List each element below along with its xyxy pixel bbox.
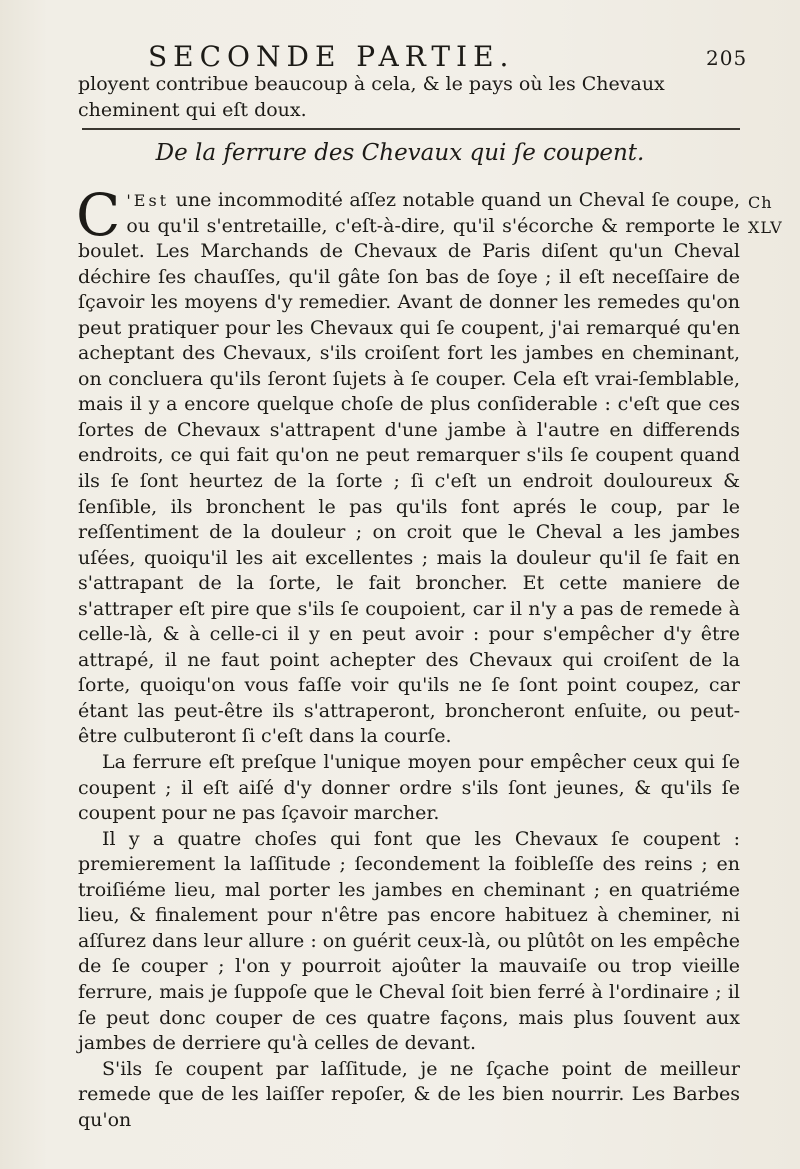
- paragraph-1-text: une incommodité aſſez notable quand un Cheval ſe coupe, ou qu'il s'entretaille, c'eſt-à-dire, qu'il s'écorche & remporte le boulet. Les Marchands de Chevaux de Paris diſent qu'un Cheval déchire ſes chauſſes, qu'il gâte ſon bas de ſoye ; il eſt neceſſaire de ſçavoir les moyens d'y remedier. Avant de donner les remedes qu'on peut pratiquer pour les Chevaux qui ſe coupent, j'ai remarqué qu'en acheptant des Chevaux, s'ils croiſent fort les jambes en cheminant, on concluera qu'ils ſeront ſujets à ſe couper. Cela eſt vrai-ſemblable, mais il y a encore quelque choſe de plus conſiderable : c'eſt que ces ſortes de Chevaux s'attrapent d'une jambe à l'autre en differends endroits, ce qui fait qu'on ne peut remarquer s'ils ſe coupent quand ils ſe ſont heurtez de la ſorte ; ſi c'eſt un endroit douloureux & ſenſible, ils bronchent le pas qu'ils font aprés le coup, par le reſſentiment de la douleur ; on croit que le Cheval a les jambes uſées, quoiqu'il les ait excellentes ; mais la douleur qu'il ſe fait en s'attrapant de la ſorte, le fait broncher. Et cette maniere de s'attraper eſt pire que s'ils ſe coupoient, car il n'y a pas de remede à celle-là, & à celle-ci il y en peut avoir : pour s'empêcher d'y être attrapé, il ne faut point achepter des Chevaux qui croiſent de la ſorte, quoiqu'on vous faſſe voir qu'ils ne ſe ſont point coupez, car étant las peut-être ils s'attraperont, broncheront enſuite, ou peut-être culbuteront ſi c'eſt dans la courſe.: [78, 189, 740, 748]
- margin-note-line-1: Ch: [748, 193, 773, 212]
- margin-note-line-2: XLV: [748, 218, 783, 237]
- margin-chapter-note: [748, 190, 798, 240]
- running-head-title: SECONDE PARTIE.: [148, 40, 515, 73]
- section-title: De la ferrure des Chevaux qui ſe coupent.: [155, 140, 645, 166]
- paragraph-2: La ferrure eſt preſque l'unique moyen pour empêcher ceux qui ſe coupent ; il eſt aiſé d'y donner ordre s'ils ſont jeunes, & qu'ils ſe coupent pour ne pas ſçavoir marcher.: [78, 751, 740, 825]
- continued-text: ployent contribue beaucoup à cela, & le pays où les Chevaux cheminent qui eſt doux.: [78, 73, 665, 121]
- paragraph-3: Il y a quatre choſes qui font que les Chevaux ſe coupent : premierement la laſſitude ; ſecondement la foibleſſe des reins ; en troiſiéme lieu, mal porter les jambes en cheminant ; en quatriéme lieu, & finalement pour n'être pas encore habituez à cheminer, ni aſſurez dans leur allure : on guérit ceux-là, ou plûtôt on les empêche de ſe couper ; l'on y pourroit ajoûter la mauvaiſe ou trop vieille ferrure, mais je ſuppoſe que le Cheval ſoit bien ferré à l'ordinaire ; il ſe peut donc couper de ces quatre façons, mais plus ſouvent aux jambes de derriere qu'à celles de devant.: [78, 827, 740, 1055]
- drop-cap: C: [76, 181, 121, 249]
- page-number: 205: [706, 46, 748, 70]
- paragraph-4: S'ils ſe coupent par laſſitude, je ne ſçache point de meilleur remede que de les laiſſer repoſer, & de les bien nourrir. Les Barbes qu'on: [78, 1057, 740, 1131]
- section-divider: [82, 128, 740, 130]
- body-text: [76, 181, 740, 1133]
- paragraph-1: [76, 181, 740, 750]
- first-word-rest: 'Est: [126, 191, 170, 210]
